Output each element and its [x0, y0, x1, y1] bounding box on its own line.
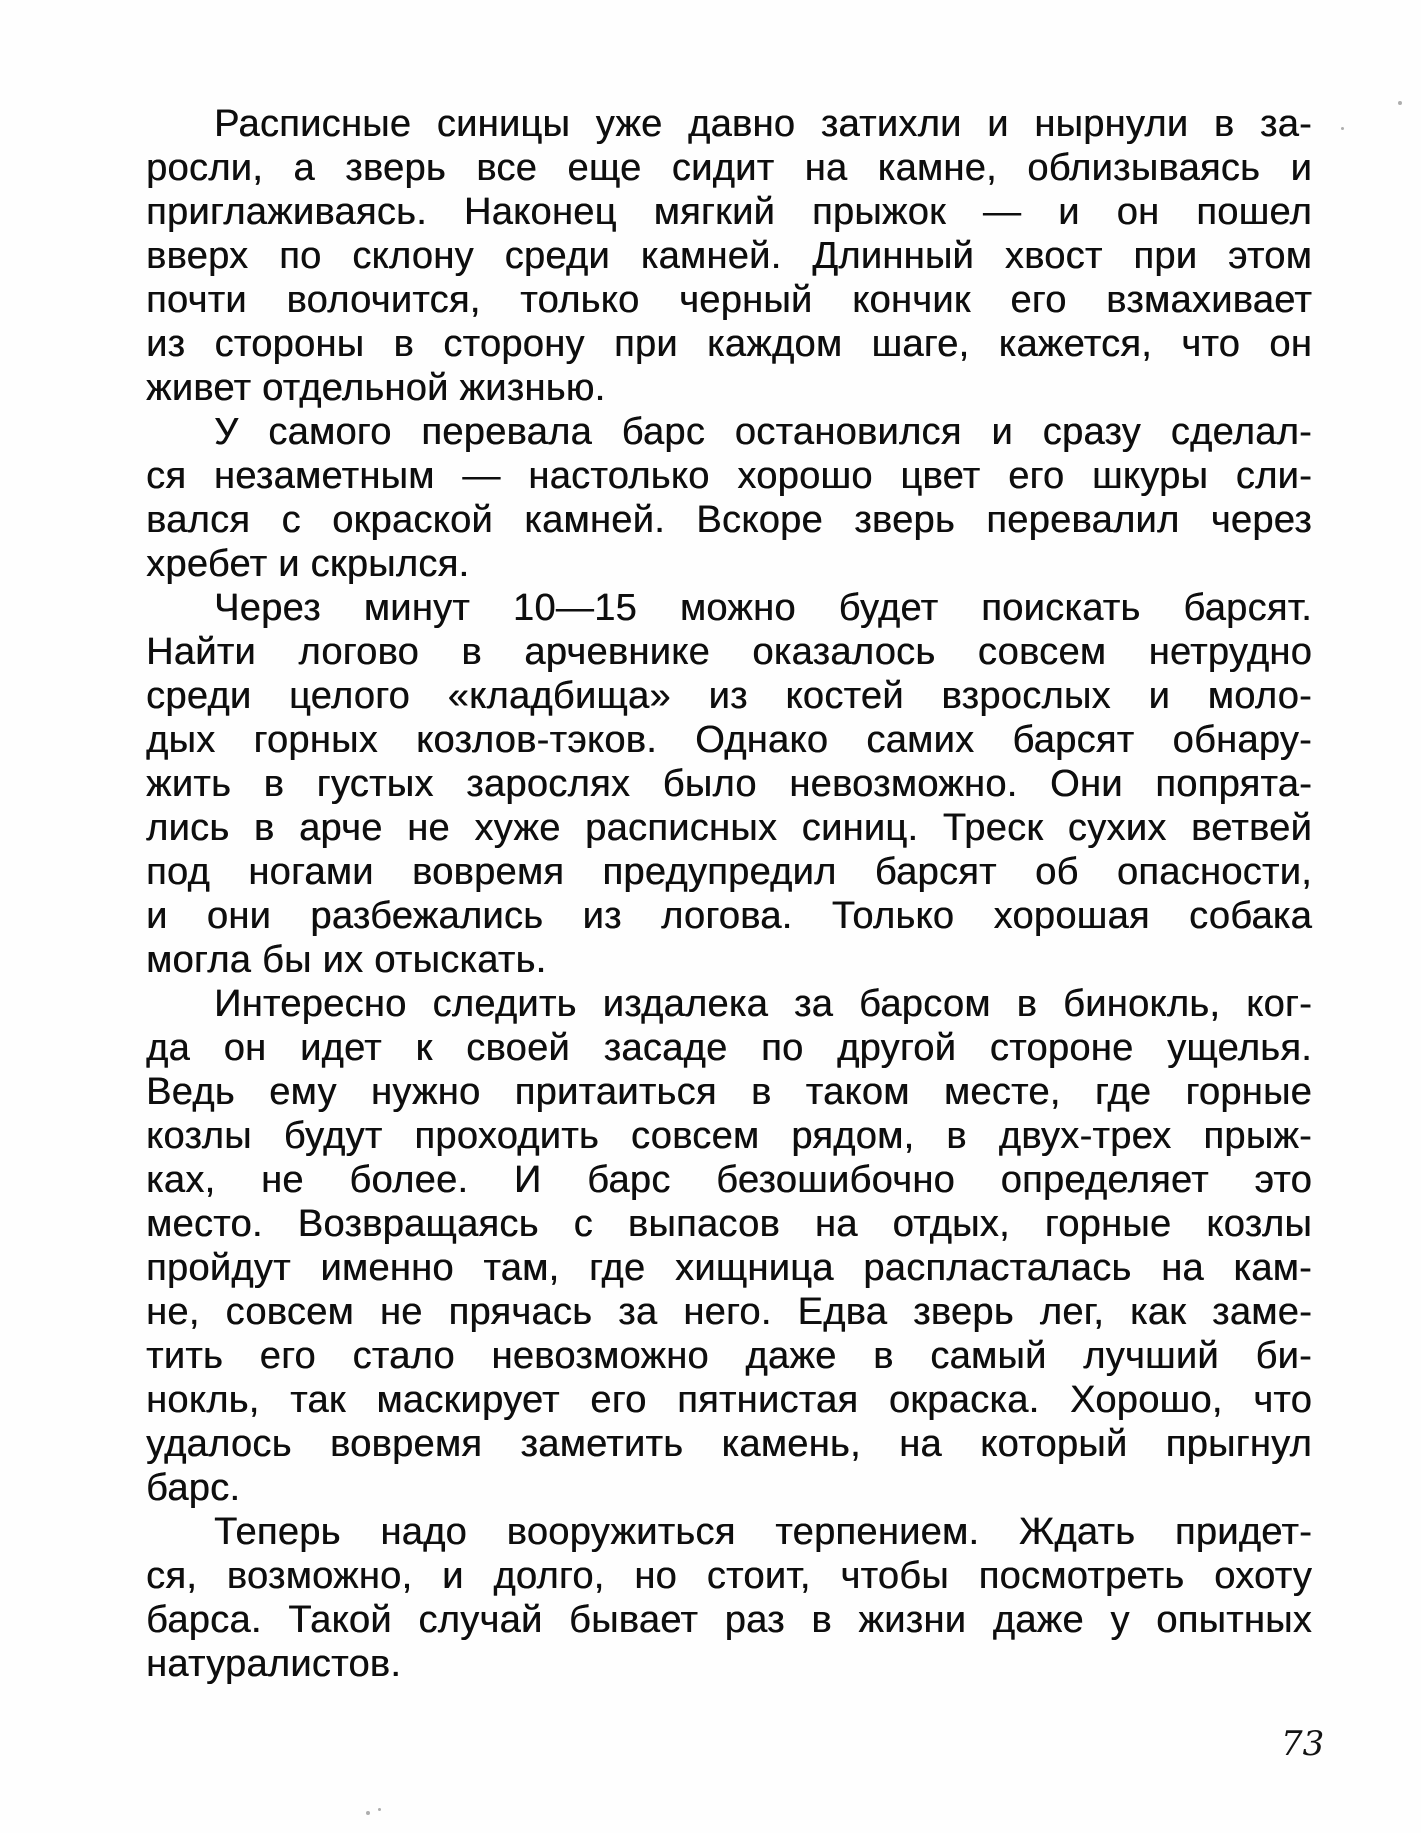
text-line: Через минут 10—15 можно будет поискать барсят.: [214, 587, 1312, 629]
text-line: хребет и скрылся.: [146, 543, 470, 585]
text-line: ках, не более. И барс безошибочно определяет это: [146, 1159, 1312, 1201]
text-line: и они разбежались из логова. Только хорошая собака: [146, 895, 1312, 937]
text-line: могла бы их отыскать.: [146, 939, 547, 981]
page-number: 73: [1281, 1724, 1325, 1764]
text-line: под ногами вовремя предупредил барсят об опасности,: [146, 851, 1312, 893]
text-line: натуралистов.: [146, 1643, 402, 1685]
text-line: барс.: [146, 1467, 241, 1509]
text-line: приглаживаясь. Наконец мягкий прыжок — и он пошел: [146, 191, 1312, 233]
text-line: Ведь ему нужно притаиться в таком месте, где горные: [146, 1071, 1312, 1113]
text-line: тить его стало невозможно даже в самый лучший би-: [146, 1335, 1312, 1377]
text-line: Теперь надо вооружиться терпением. Ждать придет-: [214, 1511, 1312, 1553]
text-line: Интересно следить издалека за барсом в бинокль, ког-: [214, 983, 1312, 1025]
scan-speck: [1341, 127, 1344, 130]
text-line: да он идет к своей засаде по другой стороне ущелья.: [146, 1027, 1312, 1069]
text-line: росли, а зверь все еще сидит на камне, облизываясь и: [146, 147, 1312, 189]
text-line: дых горных козлов-тэков. Однако самих барсят обнару-: [146, 719, 1312, 761]
text-line: вался с окраской камней. Вскоре зверь перевалил через: [146, 499, 1312, 541]
text-line: почти волочится, только черный кончик его взмахивает: [146, 279, 1312, 321]
text-line: У самого перевала барс остановился и сразу сделал-: [214, 411, 1312, 453]
text-line: нокль, так маскирует его пятнистая окраска. Хорошо, что: [146, 1379, 1312, 1421]
text-line: не, совсем не прячась за него. Едва зверь лег, как заме-: [146, 1291, 1312, 1333]
text-line: ся, возможно, и долго, но стоит, чтобы посмотреть охоту: [146, 1555, 1312, 1597]
text-line: из стороны в сторону при каждом шаге, кажется, что он: [146, 323, 1312, 365]
scan-speck: [378, 1808, 381, 1811]
text-line: место. Возвращаясь с выпасов на отдых, горные козлы: [146, 1203, 1312, 1245]
text-line: Расписные синицы уже давно затихли и нырнули в за-: [214, 103, 1312, 145]
scan-speck: [366, 1811, 370, 1815]
text-line: Найти логово в арчевнике оказалось совсем нетрудно: [146, 631, 1312, 673]
text-line: барса. Такой случай бывает раз в жизни даже у опытных: [146, 1599, 1312, 1641]
scan-speck: [1398, 101, 1402, 105]
text-line: среди целого «кладбища» из костей взрослых и моло-: [146, 675, 1312, 717]
text-line: пройдут именно там, где хищница распласталась на кам-: [146, 1247, 1312, 1289]
text-line: козлы будут проходить совсем рядом, в двух-трех прыж-: [146, 1115, 1312, 1157]
text-line: живет отдельной жизнью.: [146, 367, 606, 409]
text-line: жить в густых зарослях было невозможно. Они попрята-: [146, 763, 1312, 805]
body-text-block: [146, 102, 1312, 1686]
text-line: ся незаметным — настолько хорошо цвет его шкуры сли-: [146, 455, 1312, 497]
text-line: лись в арче не хуже расписных синиц. Треск сухих ветвей: [146, 807, 1312, 849]
text-line: удалось вовремя заметить камень, на который прыгнул: [146, 1423, 1312, 1465]
text-line: вверх по склону среди камней. Длинный хвост при этом: [146, 235, 1312, 277]
